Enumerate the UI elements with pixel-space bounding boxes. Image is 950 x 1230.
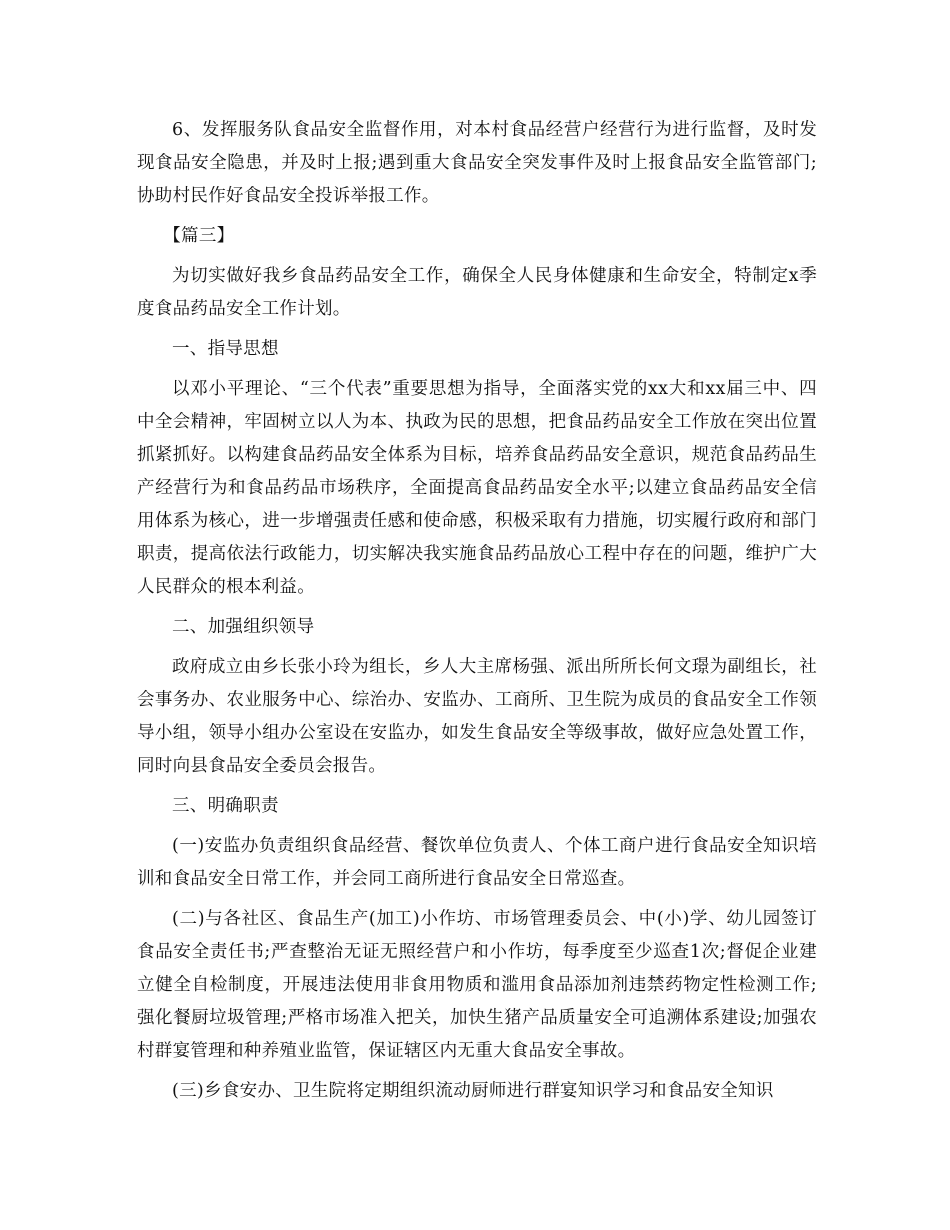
responsibility-item-2: (二)与各社区、食品生产(加工)小作坊、市场管理委员会、中(小)学、幼儿园签订食品安全责任书;严查整治无证无照经营户和小作坊，每季度至少巡查1次;督促企业建立健全自检制度，开展违法使用非食用物质和滥用食品添加剂违禁药物定性检测工作;强化餐厨垃圾管理;严格市场准入把关，加快生猪产品质量安全可追溯体系建设;加强农村群宴管理和种养殖业监管，保证辖区内无重大食品安全事故。 [137, 909, 817, 1061]
section-title-part-three: 【篇三】 [163, 226, 235, 246]
heading-guiding-ideology: 一、指导思想 [172, 339, 279, 359]
paragraph-item-6: 6、发挥服务队食品安全监督作用，对本村食品经营户经营行为进行监督，及时发现食品安全隐患，并及时上报;遇到重大食品安全突发事件及时上报食品安全监管部门;协助村民作好食品安全投诉举报工作。 [137, 120, 817, 206]
responsibility-item-1: (一)安监办负责组织食品经营、餐饮单位负责人、个体工商户进行食品安全知识培训和食品安全日常工作，并会同工商所进行食品安全日常巡查。 [137, 836, 817, 889]
organization-paragraph: 政府成立由乡长张小玲为组长，乡人大主席杨强、派出所所长何文璟为副组长，社会事务办、农业服务中心、综治办、安监办、工商所、卫生院为成员的食品安全工作领导小组，领导小组办公室设在安监办，如发生食品安全等级事故，做好应急处置工作，同时向县食品安全委员会报告。 [137, 657, 817, 776]
document-body [137, 114, 817, 1115]
intro-paragraph: 为切实做好我乡食品药品安全工作，确保全人民身体健康和生命安全，特制定x季度食品药品安全工作计划。 [137, 266, 817, 319]
heading-responsibilities: 三、明确职责 [172, 796, 279, 816]
guiding-ideology-paragraph: 以邓小平理论、“三个代表”重要思想为指导，全面落实党的xx大和xx届三中、四中全会精神，牢固树立以人为本、执政为民的思想，把食品药品安全工作放在突出位置抓紧抓好。以构建食品药品安全体系为目标，培养食品药品安全意识，规范食品药品生产经营行为和食品药品市场秩序，全面提高食品药品安全水平;以建立食品药品安全信用体系为核心，进一步增强责任感和使命感，积极采取有力措施，切实履行政府和部门职责，提高依法行政能力，切实解决我实施食品药品放心工程中存在的问题，维护广大人民群众的根本利益。 [137, 379, 817, 597]
responsibility-item-3: (三)乡食安办、卫生院将定期组织流动厨师进行群宴知识学习和食品安全知识 [172, 1081, 774, 1101]
heading-organization-leadership: 二、加强组织领导 [172, 617, 315, 637]
